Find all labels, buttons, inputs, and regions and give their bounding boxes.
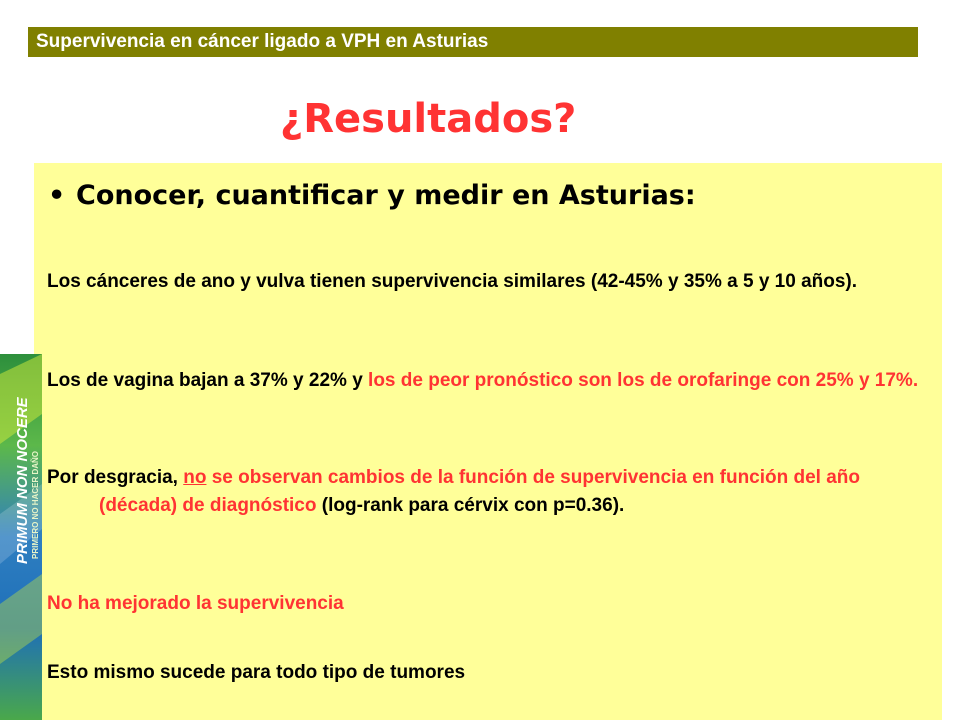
content-panel [34,163,942,720]
bullet-icon: • [48,180,66,211]
paragraph-no-change-normal2: (log-rank para cérvix con p=0.36). [316,495,625,516]
paragraph-vaginal [47,367,927,395]
paragraph-no-change-underlined: no [183,467,207,488]
paragraph-anal-vulvar: Los cánceres de ano y vulva tienen supervivencia similares (42-45% y 35% a 5 y 10 años). [47,271,858,292]
header-title: Supervivencia en cáncer ligado a VPH en Asturias [36,31,489,52]
banner-graphic [0,354,42,720]
banner-main-text: PRIMUM NON NOCERE [14,397,31,564]
paragraph-all-tumors: Esto mismo sucede para todo tipo de tumores [47,662,466,683]
slide-title: ¿Resultados? [280,96,577,142]
primum-non-nocere-banner [0,354,42,720]
paragraph-conclusion: No ha mejorado la supervivencia [47,593,344,614]
paragraph-no-change [47,464,927,520]
paragraph-no-change-normal1: Por desgracia, [47,467,184,488]
paragraph-vaginal-normal: Los de vagina bajan a 37% y 22% y [47,370,369,391]
content-heading [48,178,928,214]
paragraph-no-change-emphasis: se observan cambios de la función de supervivencia en función del año (década) de diagnóstico [99,467,861,516]
header-bar [28,27,918,57]
banner-sub-text: PRIMERO NO HACER DAÑO [31,450,40,559]
paragraph-vaginal-emphasis: los de peor pronóstico son los de orofaringe con 25% y 17%. [368,370,919,391]
content-heading-text: Conocer, cuantificar y medir en Asturias: [76,180,696,211]
